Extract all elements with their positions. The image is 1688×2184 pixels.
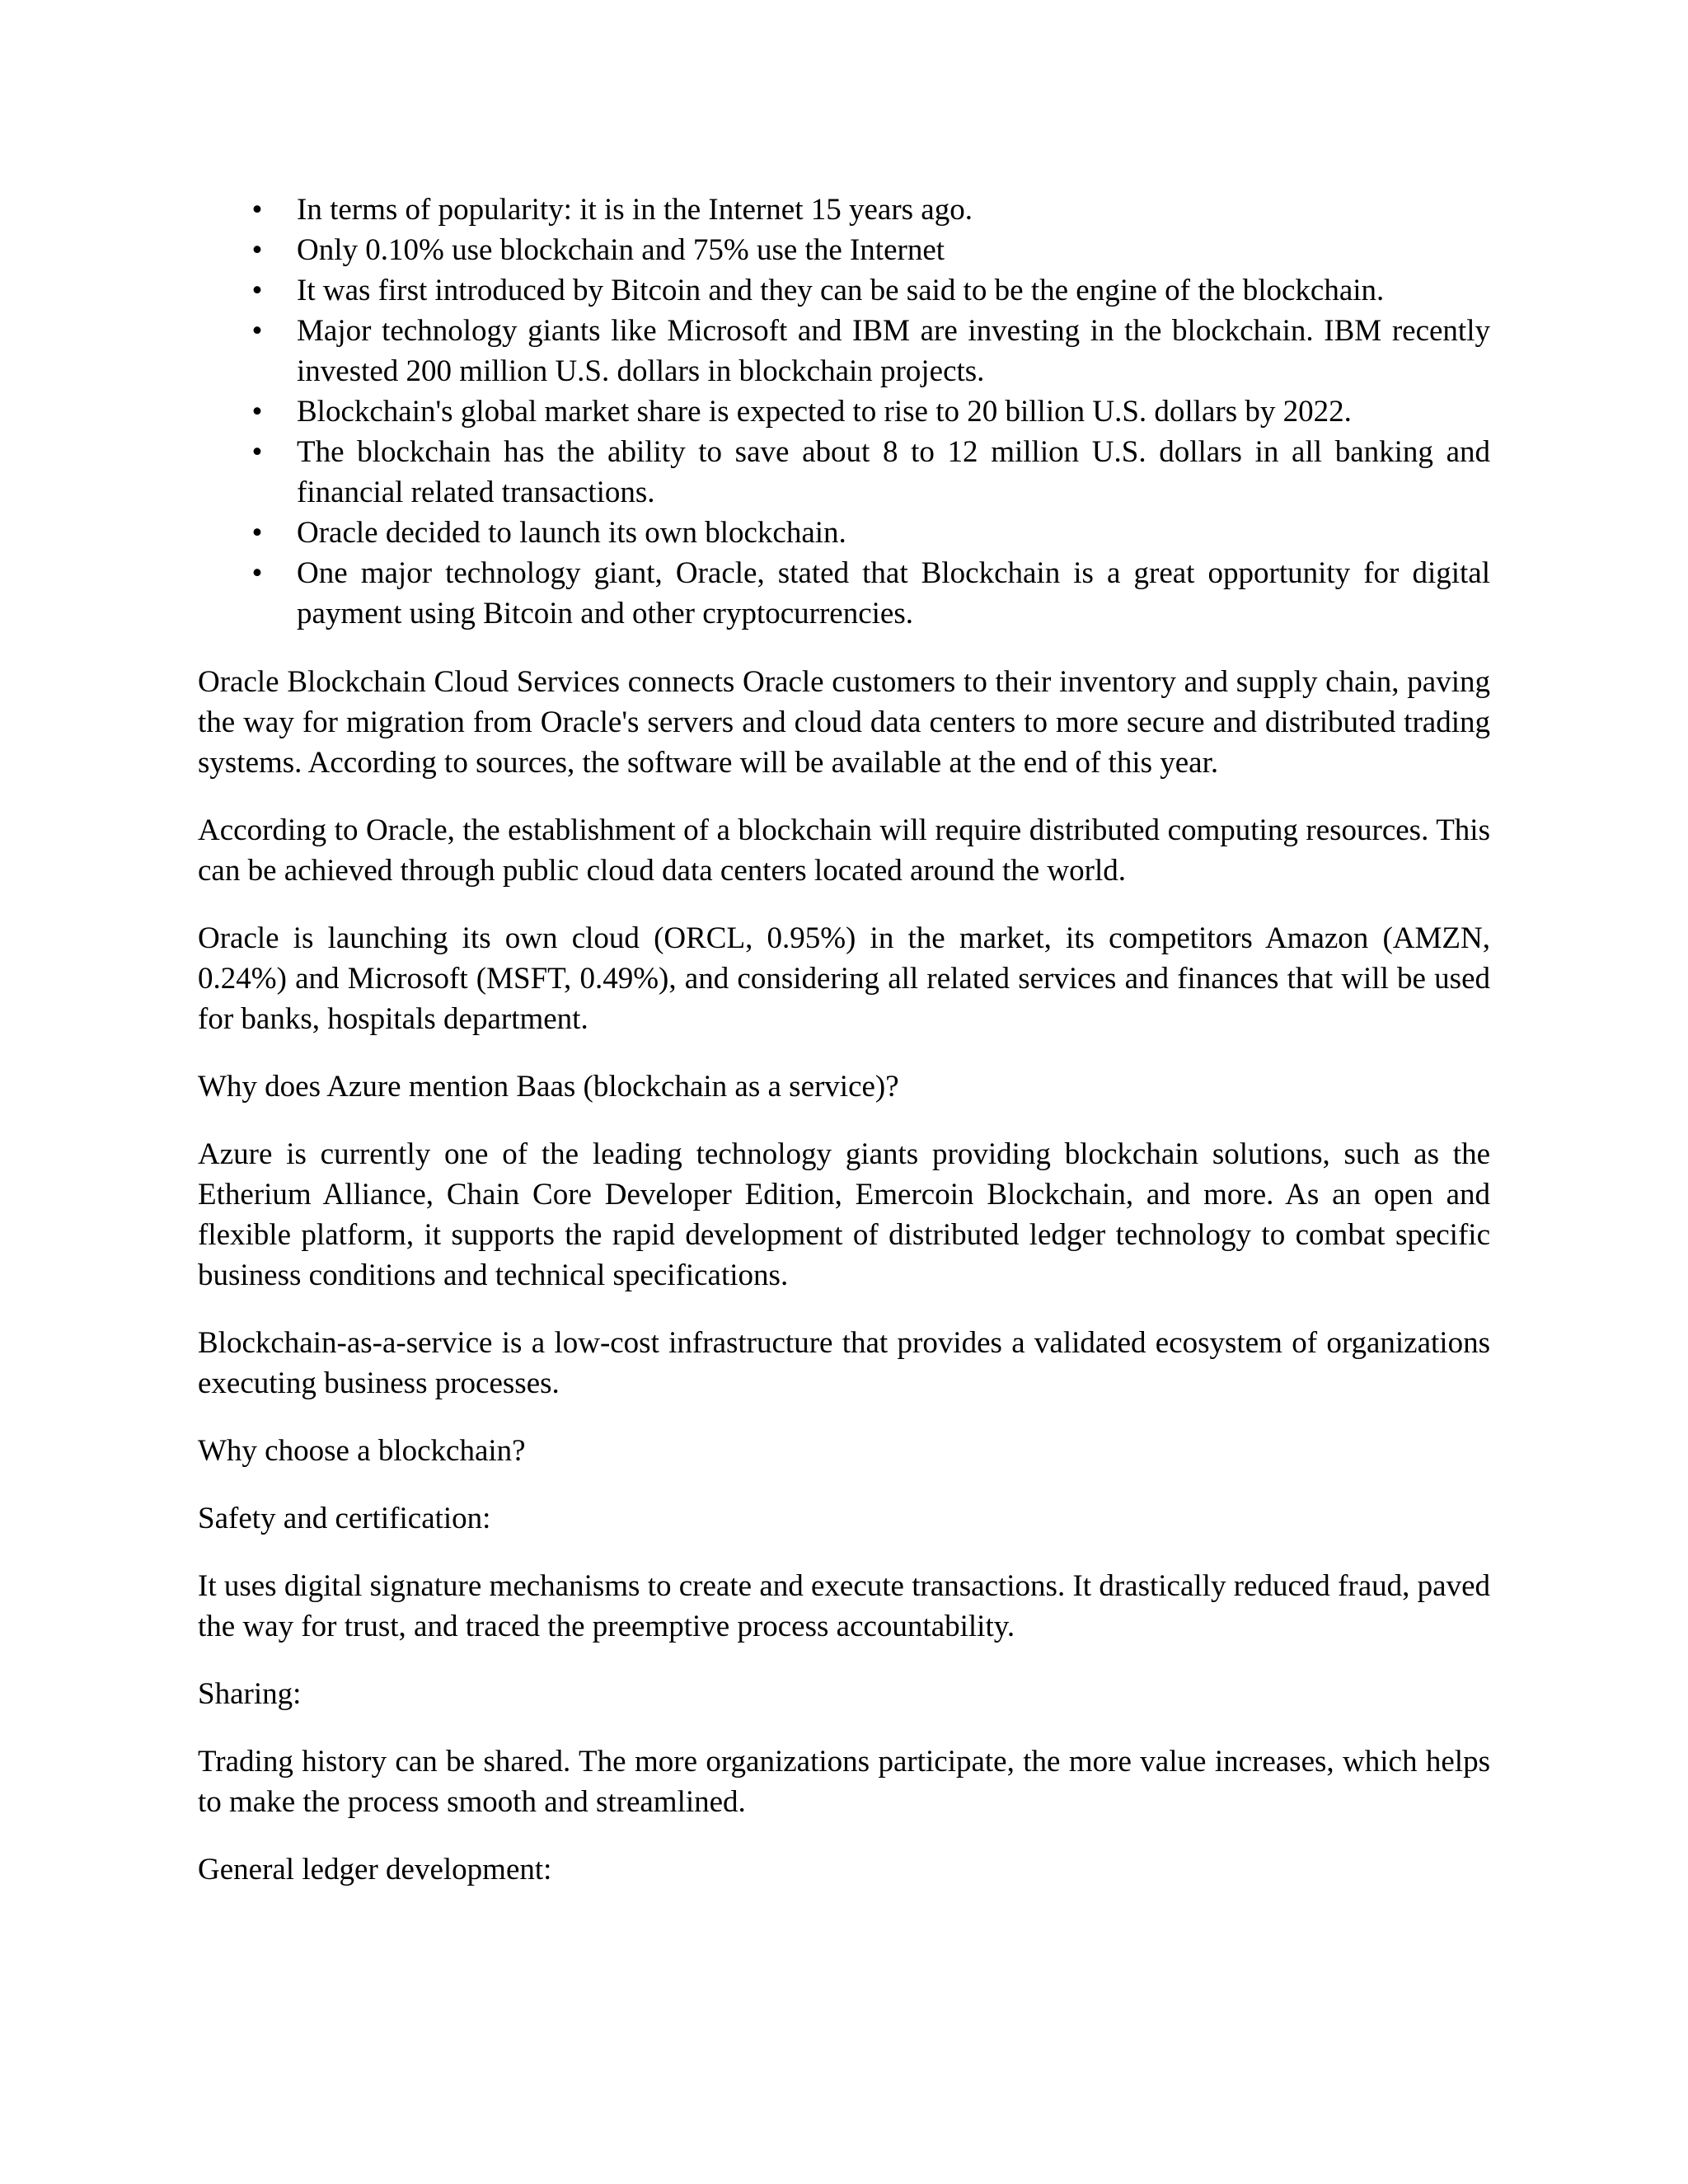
paragraph-oracle-competitors: Oracle is launching its own cloud (ORCL, 0.95%) in the market, its competitors Amazon (AMZN, 0.24%) and Microsoft (MSFT, 0.49%), and considering all related services and finances that will be used for banks, hospitals department.: [198, 921, 1490, 1036]
bullet-icon: •: [251, 314, 263, 348]
paragraph-trading-history: Trading history can be shared. The more organizations participate, the more value increases, which helps to make the process smooth and streamlined.: [198, 1745, 1490, 1819]
bullet-list: [198, 190, 1490, 634]
bullet-text: Major technology giants like Microsoft and IBM are investing in the blockchain. IBM recently invested 200 million U.S. dollars in blockchain projects.: [297, 314, 1490, 388]
bullet-item: [198, 513, 1490, 553]
bullet-icon: •: [251, 233, 263, 267]
bullet-icon: •: [251, 516, 263, 550]
bullet-item: [198, 391, 1490, 432]
bullet-item: [198, 190, 1490, 230]
heading-why-blockchain: Why choose a blockchain?: [198, 1434, 526, 1468]
document-page: [198, 190, 1490, 1917]
bullet-text: One major technology giant, Oracle, stated that Blockchain is a great opportunity for digital payment using Bitcoin and other cryptocurrencies.: [297, 556, 1490, 630]
bullet-item: [198, 553, 1490, 634]
heading-azure-baas: Why does Azure mention Baas (blockchain as a service)?: [198, 1070, 899, 1104]
bullet-item: [198, 311, 1490, 391]
bullet-text: Oracle decided to launch its own blockchain.: [297, 516, 846, 550]
bullet-item: [198, 230, 1490, 270]
bullet-icon: •: [251, 556, 263, 590]
bullet-text: It was first introduced by Bitcoin and they can be said to be the engine of the blockchain.: [297, 274, 1385, 307]
paragraph-oracle-cloud-services: Oracle Blockchain Cloud Services connects Oracle customers to their inventory and supply chain, paving the way for migration from Oracle's servers and cloud data centers to more secure and distributed trading systems. According to sources, the software will be available at the end of this year.: [198, 665, 1490, 780]
bullet-text: Only 0.10% use blockchain and 75% use the Internet: [297, 233, 945, 267]
bullet-text: The blockchain has the ability to save about 8 to 12 million U.S. dollars in all banking and financial related transactions.: [297, 435, 1490, 509]
bullet-icon: •: [251, 395, 263, 429]
bullet-text: Blockchain's global market share is expected to rise to 20 billion U.S. dollars by 2022.: [297, 395, 1352, 429]
heading-general-ledger: General ledger development:: [198, 1853, 552, 1886]
paragraph-digital-signatures: It uses digital signature mechanisms to create and execute transactions. It drastically reduced fraud, paved the way for trust, and traced the preemptive process accountability.: [198, 1569, 1490, 1643]
bullet-icon: •: [251, 274, 263, 307]
paragraph-distributed-computing: According to Oracle, the establishment of a blockchain will require distributed computing resources. This can be achieved through public cloud data centers located around the world.: [198, 813, 1490, 888]
paragraph-baas-definition: Blockchain-as-a-service is a low-cost infrastructure that provides a validated ecosystem of organizations executing business processes.: [198, 1326, 1490, 1400]
bullet-item: [198, 432, 1490, 513]
bullet-icon: •: [251, 193, 263, 227]
heading-sharing: Sharing:: [198, 1677, 302, 1711]
heading-safety-certification: Safety and certification:: [198, 1502, 491, 1535]
bullet-text: In terms of popularity: it is in the Internet 15 years ago.: [297, 193, 973, 227]
paragraph-azure-solutions: Azure is currently one of the leading technology giants providing blockchain solutions, such as the Etherium Alliance, Chain Core Developer Edition, Emercoin Blockchain, and more. As an open and flexible platform, it supports the rapid development of distributed ledger technology to combat specific business conditions and technical specifications.: [198, 1137, 1490, 1292]
bullet-icon: •: [251, 435, 263, 469]
bullet-item: [198, 270, 1490, 311]
